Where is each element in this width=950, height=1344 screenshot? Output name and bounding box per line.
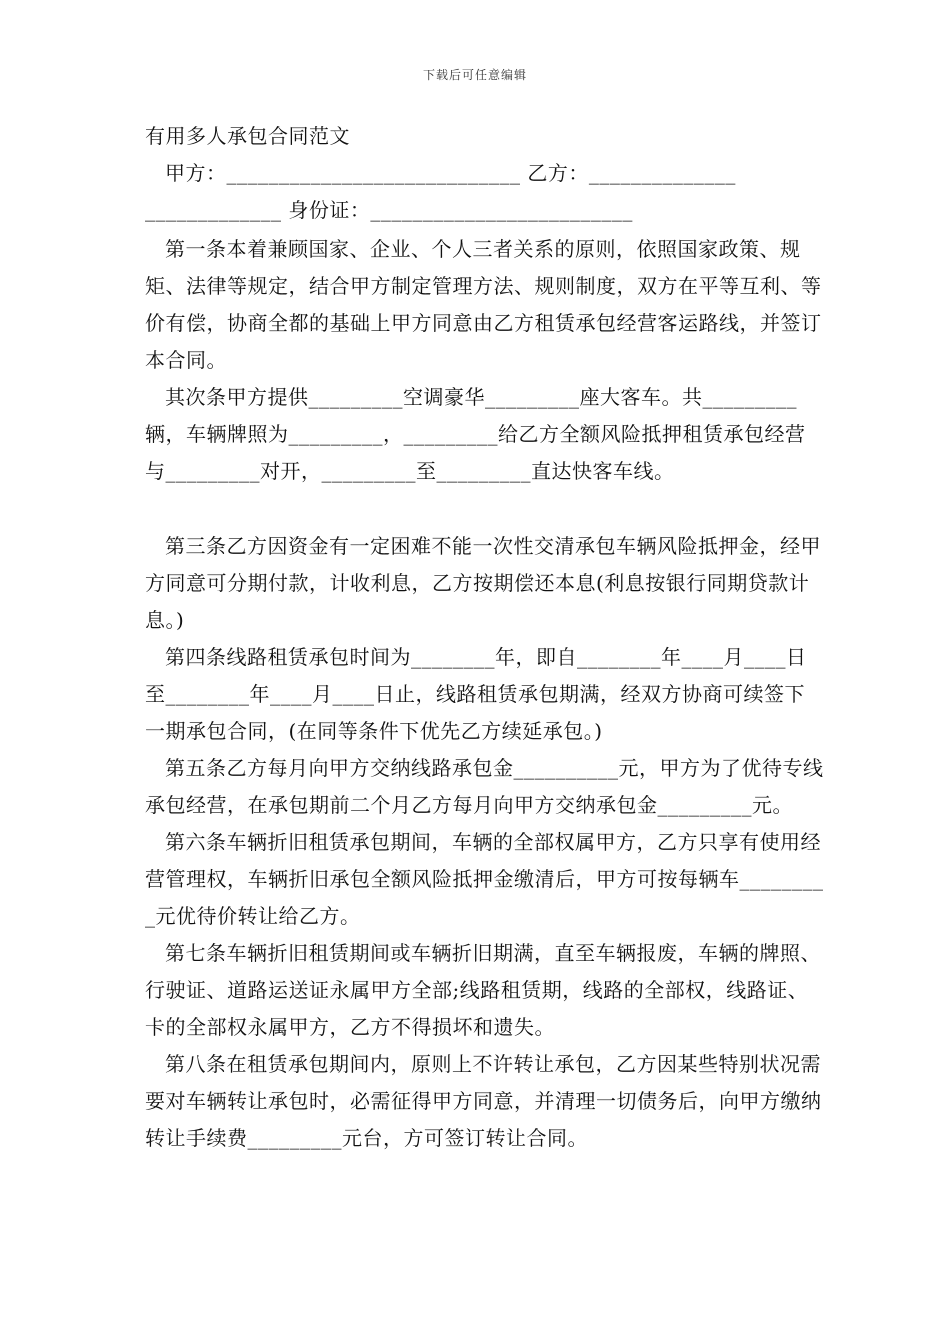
article-2: 其次条甲方提供_________空调豪华_________座大客车。共_________辆，车辆牌照为_________，_________给乙方全额风险抵押租赁承包经营与_________对开，_________至_________直达快客车线。 — [145, 385, 806, 483]
parties-line-1: 甲方：____________________________ 乙方：______________ — [165, 161, 736, 185]
article-8: 第八条在租赁承包期间内，原则上不许转让承包，乙方因某些特别状况需要对车辆转让承包时，必需征得甲方同意，并清理一切债务后，向甲方缴纳转让手续费_________元台，方可签订转让合同。 — [145, 1052, 822, 1150]
article-6: 第六条车辆折旧租赁承包期间，车辆的全部权属甲方，乙方只享有使用经营管理权，车辆折旧承包全额风险抵押金缴清后，甲方可按每辆车_________元优待价转让给乙方。 — [145, 830, 824, 928]
article-5: 第五条乙方每月向甲方交纳线路承包金__________元，甲方为了优待专线承包经营，在承包期前二个月乙方每月向甲方交纳承包金_________元。 — [145, 756, 824, 817]
document-title: 有用多人承包合同范文 — [145, 124, 350, 148]
article-7: 第七条车辆折旧租赁期间或车辆折旧期满，直至车辆报废，车辆的牌照、行驶证、道路运送证永属甲方全部;线路租赁期，线路的全部权，线路证、卡的全部权永属甲方，乙方不得损坏和遗失。 — [145, 941, 821, 1039]
header-note: 下载后可任意编辑 — [422, 68, 527, 82]
blank-line — [145, 490, 825, 528]
article-1: 第一条本着兼顾国家、企业、个人三者关系的原则，依照国家政策、规矩、法律等规定，结合甲方制定管理方法、规则制度，双方在平等互利、等价有偿，协商全都的基础上甲方同意由乙方租赁承包经营客运路线，并签订本合同。 — [145, 237, 822, 372]
document-body — [145, 118, 825, 1157]
article-4: 第四条线路租赁承包时间为________年，即自________年____月____日至________年____月____日止，线路租赁承包期满，经双方协商可续签下一期承包合同，(在同等条件下优先乙方续延承包。) — [145, 645, 807, 743]
parties-line-2: _____________ 身份证：_________________________ — [145, 198, 633, 222]
article-3: 第三条乙方因资金有一定困难不能一次性交清承包车辆风险抵押金，经甲方同意可分期付款，计收利息，乙方按期偿还本息(利息按银行同期贷款计息。) — [145, 534, 821, 632]
